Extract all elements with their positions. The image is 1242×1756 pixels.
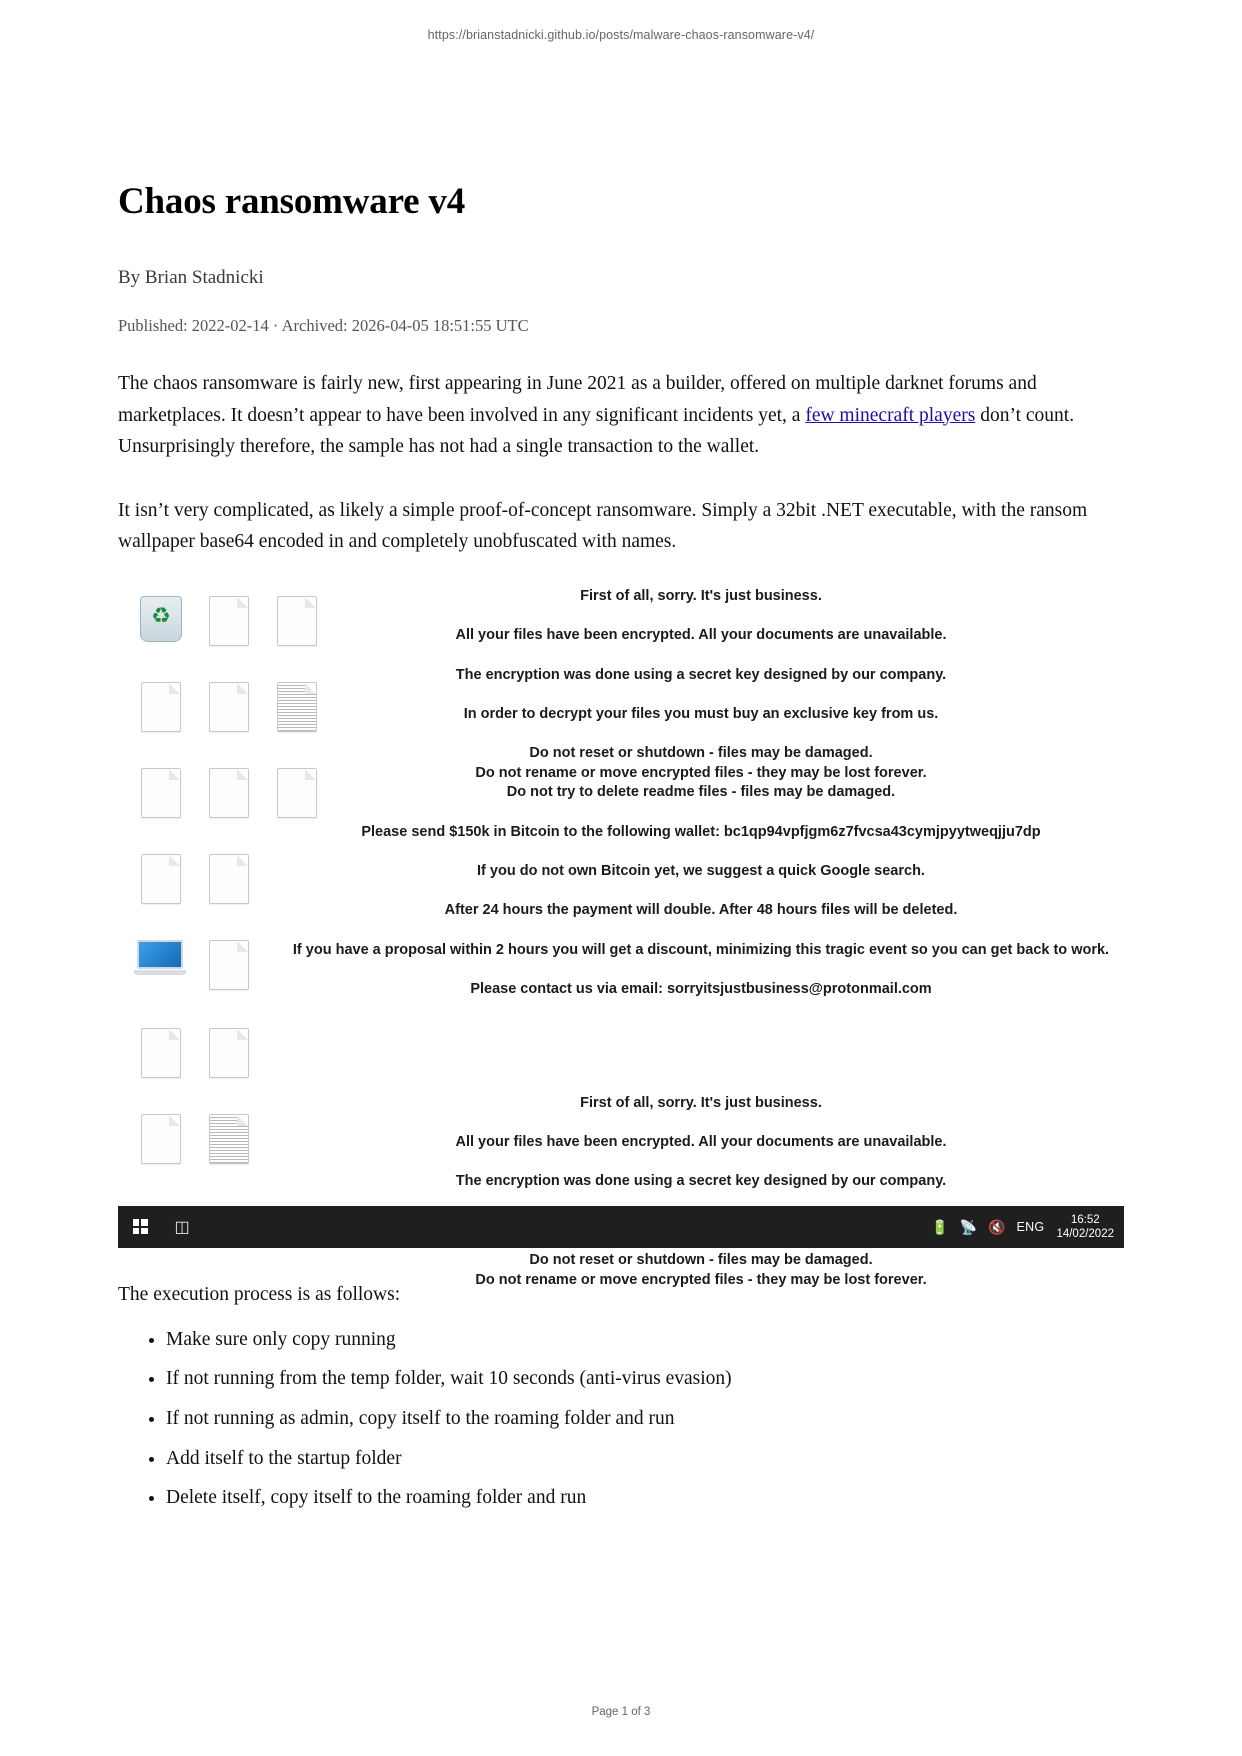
ransom-repeat-line-greeting: First of all, sorry. It's just business. xyxy=(580,1094,822,1111)
paragraph-technical: It isn’t very complicated, as likely a simple proof-of-concept ransomware. Simply a 32bit .NET executable, with the ransom wallpaper base64 encoded in and completely unobfuscated with names. xyxy=(118,499,1088,553)
volume-muted-icon[interactable]: 🔇 xyxy=(988,1218,1006,1235)
file-icon xyxy=(198,940,260,1002)
ransom-line-no-rename: Do not rename or move encrypted files - they may be lost forever. xyxy=(475,764,927,781)
source-url: https://brianstadnicki.github.io/posts/malware-chaos-ransomware-v4/ xyxy=(427,28,815,42)
file-icon xyxy=(130,1114,192,1176)
paragraph-intro-part1: The chaos ransomware is fairly new, first appearing in June 2021 as a builder, offered on multiple darknet forums and marketplaces. It doesn’t appear to have been involved in any significant incidents yet, a xyxy=(118,373,1037,426)
file-icon xyxy=(198,768,260,830)
paragraph-intro-part2: don’t count. Unsurprisingly therefore, the sample has not had a single transaction to the wallet. xyxy=(118,404,1075,458)
text-file-icon xyxy=(198,1114,260,1176)
ransom-line-bitcoin-hint: If you do not own Bitcoin yet, we suggest a quick Google search. xyxy=(477,863,925,880)
minecraft-players-link[interactable]: few minecraft players xyxy=(805,404,976,426)
ransom-line-proposal: If you have a proposal within 2 hours you will get a discount, minimizing this tragic event so you can get back to work. xyxy=(292,941,1110,958)
ransom-note-text xyxy=(278,588,1124,1291)
language-indicator[interactable]: ENG xyxy=(1016,1219,1045,1234)
ransom-line-buy-key: In order to decrypt your files you must buy an exclusive key from us. xyxy=(463,706,939,723)
ransom-repeat-line-secret-key: The encryption was done using a secret key designed by our company. xyxy=(455,1173,947,1190)
recycle-bin-icon xyxy=(130,596,192,658)
clock-date: 14/02/2022 xyxy=(1056,1227,1114,1240)
list-item: • If not running as admin, copy itself to the roaming folder and run xyxy=(166,1403,1124,1435)
file-icon xyxy=(130,854,192,916)
ransom-line-secret-key: The encryption was done using a secret key designed by our company. xyxy=(455,666,947,683)
file-icon xyxy=(130,1028,192,1090)
taskbar-clock[interactable] xyxy=(1056,1213,1124,1242)
author-byline: By Brian Stadnicki xyxy=(118,267,264,288)
file-icon xyxy=(198,682,260,744)
file-icon xyxy=(130,682,192,744)
file-icon xyxy=(198,596,260,658)
execution-process-lead: The execution process is as follows: xyxy=(118,1283,401,1305)
ransom-line-deadline: After 24 hours the payment will double. After 48 hours files will be deleted. xyxy=(444,902,958,919)
ransom-line-no-delete-readme: Do not try to delete readme files - files may be damaged. xyxy=(506,784,896,801)
this-pc-icon xyxy=(130,940,192,1002)
article-content xyxy=(118,180,1124,1522)
ransom-line-encrypted: All your files have been encrypted. All your documents are unavailable. xyxy=(455,627,947,644)
note-spacer xyxy=(278,1021,1124,1095)
system-tray[interactable] xyxy=(931,1220,1056,1234)
file-icon xyxy=(198,854,260,916)
paragraph-intro xyxy=(118,368,1124,463)
windows-taskbar[interactable] xyxy=(118,1206,1124,1248)
ransom-repeat-line-encrypted: All your files have been encrypted. All your documents are unavailable. xyxy=(455,1133,947,1150)
start-button[interactable] xyxy=(118,1219,162,1234)
page-footer: Page 1 of 3 xyxy=(591,1706,651,1718)
list-item: • If not running from the temp folder, wait 10 seconds (anti-virus evasion) xyxy=(166,1363,1124,1395)
clock-time: 16:52 xyxy=(1070,1213,1100,1226)
ransom-line-no-reset: Do not reset or shutdown - files may be damaged. xyxy=(529,745,873,762)
list-item: • Add itself to the startup folder xyxy=(166,1443,1124,1475)
ransomware-wallpaper-screenshot xyxy=(118,587,1124,1288)
ransom-repeat-line-no-rename: Do not rename or move encrypted files - they may be lost forever. xyxy=(475,1271,927,1288)
list-item: • Make sure only copy running xyxy=(166,1324,1124,1356)
page-title: Chaos ransomware v4 xyxy=(118,181,466,222)
publish-archive-info: Published: 2022-02-14 · Archived: 2026-04-05 18:51:55 UTC xyxy=(118,316,529,335)
ransom-line-wallet: Please send $150k in Bitcoin to the following wallet: bc1qp94vpfjgm6z7fvcsa43cymjpyytweqjju7dp xyxy=(361,823,1041,840)
file-icon xyxy=(130,768,192,830)
file-icon xyxy=(198,1028,260,1090)
list-item: • Delete itself, copy itself to the roaming folder and run xyxy=(166,1482,1124,1514)
execution-steps-list xyxy=(118,1324,1124,1514)
ransom-line-contact-email: Please contact us via email: sorryitsjustbusiness@protonmail.com xyxy=(470,981,932,998)
network-warning-icon[interactable]: 📡 xyxy=(959,1218,977,1235)
ransom-line-greeting: First of all, sorry. It's just business. xyxy=(580,587,822,604)
task-view-icon[interactable]: ◫ xyxy=(174,1218,190,1236)
ransom-repeat-line-no-reset: Do not reset or shutdown - files may be damaged. xyxy=(529,1252,873,1269)
battery-icon[interactable]: 🔋 xyxy=(931,1218,949,1235)
windows-logo-icon xyxy=(133,1219,148,1234)
